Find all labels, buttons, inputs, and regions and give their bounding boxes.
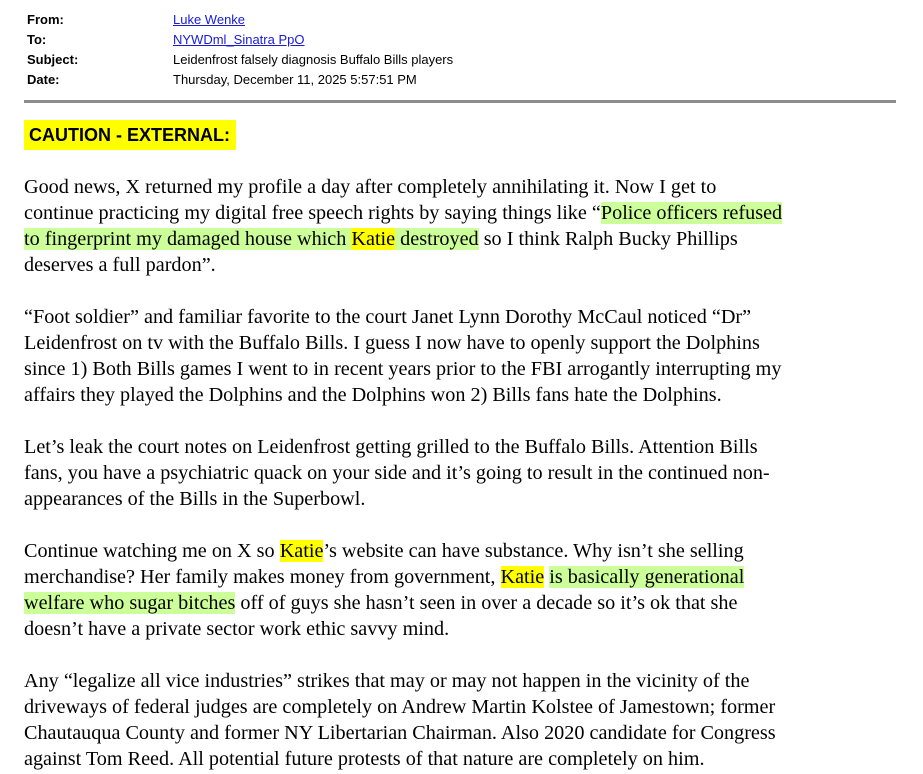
paragraph-2 [24, 304, 896, 408]
email-header [27, 10, 453, 90]
text-run: Good news, X returned my profile a day after completely annihilating it. Now I get to [24, 176, 717, 198]
text-run: so I think Ralph Bucky Phillips [478, 228, 738, 250]
text-run: Continue watching me on X so [24, 540, 280, 562]
body-line: against Tom Reed. All potential future protests of that nature are completely on him. [24, 748, 705, 770]
date-label: Date: [27, 72, 60, 87]
body-line [24, 590, 896, 616]
to-link[interactable]: NYWDml_Sinatra PpO [173, 32, 305, 47]
to-label: To: [27, 32, 47, 47]
from-row [27, 10, 453, 30]
body-line: appearances of the Bills in the Superbowl. [24, 488, 366, 510]
text-run: ’s website can have substance. Why isn’t she selling [323, 540, 744, 562]
green-highlight: welfare who sugar bitches [24, 592, 236, 614]
subject-label: Subject: [27, 52, 79, 67]
from-label: From: [27, 12, 64, 27]
body-line [24, 252, 896, 278]
paragraph-5 [24, 668, 896, 772]
paragraph-3 [24, 434, 896, 512]
body-line [24, 538, 896, 564]
body-line: Leidenfrost on tv with the Buffalo Bills. I guess I now have to openly support the Dolphins [24, 332, 760, 354]
text-run: continue practicing my digital free speech rights by saying things like “ [24, 202, 601, 224]
body-line: Chautauqua County and former NY Libertarian Chairman. Also 2020 candidate for Congress [24, 722, 776, 744]
body-line [24, 564, 896, 590]
text-run: off of guys she hasn’t seen in over a decade so it’s ok that she [235, 592, 738, 614]
text-run: merchandise? Her family makes money from government, [24, 566, 501, 588]
header-divider [24, 100, 896, 103]
date-value: Thursday, December 11, 2025 5:57:51 PM [173, 72, 417, 87]
body-line: Let’s leak the court notes on Leidenfrost getting grilled to the Buffalo Bills. Attention Bills [24, 436, 758, 458]
body-line: “Foot soldier” and familiar favorite to the court Janet Lynn Dorothy McCaul noticed “Dr” [24, 306, 752, 328]
green-highlight: Police officers refused [600, 202, 783, 224]
body-line [24, 616, 896, 642]
caution-banner: CAUTION - EXTERNAL: [24, 120, 236, 150]
yellow-highlight: Katie [279, 540, 324, 562]
body-line [24, 226, 896, 252]
body-line: since 1) Both Bills games I went to in recent years prior to the FBI arrogantly interrupting my [24, 358, 782, 380]
yellow-highlight: Katie [351, 228, 396, 250]
text-run: doesn’t have a private sector work ethic savvy mind. [24, 618, 450, 640]
body-line: fans, you have a psychiatric quack on your side and it’s going to result in the continued non- [24, 462, 770, 484]
from-link[interactable]: Luke Wenke [173, 12, 246, 27]
body-line: affairs they played the Dolphins and the Dolphins won 2) Bills fans hate the Dolphins. [24, 384, 722, 406]
date-row [27, 70, 453, 90]
green-highlight: destroyed [400, 228, 479, 250]
body-line: Any “legalize all vice industries” strikes that may or may not happen in the vicinity of the [24, 670, 750, 692]
body-line [24, 200, 896, 226]
green-highlight: is basically generational [549, 566, 745, 588]
email-body [24, 174, 896, 774]
subject-value: Leidenfrost falsely diagnosis Buffalo Bills players [173, 52, 454, 67]
yellow-highlight: Katie [500, 566, 545, 588]
body-line: driveways of federal judges are completely on Andrew Martin Kolstee of Jamestown; former [24, 696, 776, 718]
subject-row [27, 50, 453, 70]
to-row [27, 30, 453, 50]
paragraph-4 [24, 538, 896, 642]
green-highlight: to fingerprint my damaged house which [24, 228, 347, 250]
text-run: deserves a full pardon”. [24, 254, 216, 276]
paragraph-1 [24, 174, 896, 278]
body-line [24, 174, 896, 200]
